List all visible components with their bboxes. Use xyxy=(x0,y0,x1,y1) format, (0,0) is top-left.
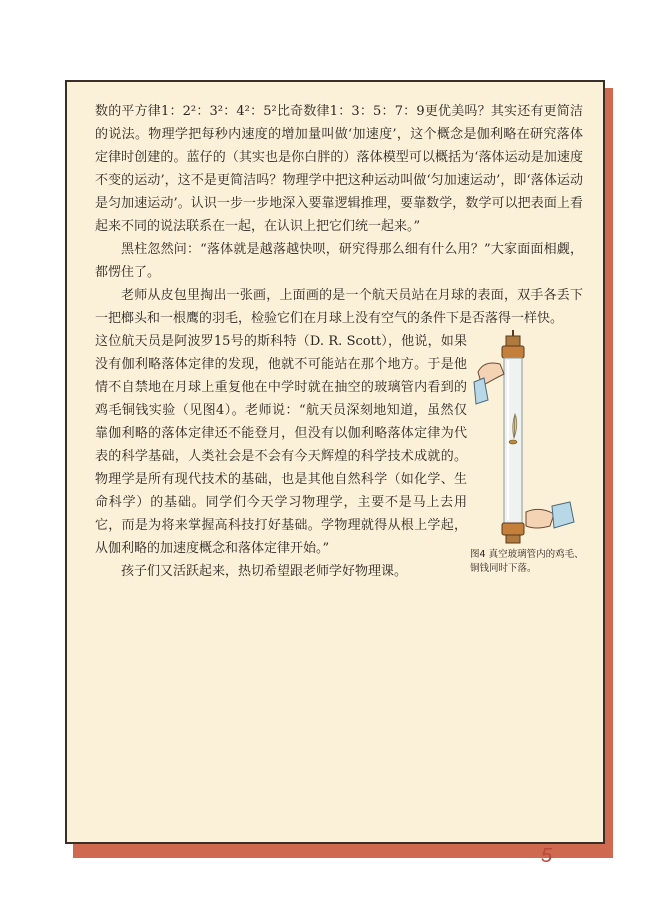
paragraph-1: 数的平方律1：2²：3²：4²：5²比奇数律1：3：5：7：9更优美吗？其实还有更简洁的说法。物理学把每秒内速度的增加量叫做‘加速度’，这个概念是伽利略在研究落体定律时创建的。蓝仔的（其实也是你白胖的）落体模型可以概括为‘落体运动是加速度不变的运动’，这不是更简洁吗？物理学中把这种运动叫做‘匀加速运动’，即‘落体运动是匀加速运动’。认识一步一步地深入要靠逻辑推理，要靠数学，数学可以把表面上看起来不同的说法联系在一起，在认识上把它们统一起来。” xyxy=(95,104,583,234)
paragraph-4: 这位航天员是阿波罗15号的斯科特（D. R. Scott），他说，如果没有伽利略落体定律的发现，他就不可能站在那个地方。于是他情不自禁地在月球上重复他在中学时就在抽空的玻璃管内看到的鸡毛铜钱实验（见图4）。老师说：“航天员深刻地知道，虽然仅靠伽利略的落体定律还不能登月，但没有以伽利略落体定律为代表的科学基础，人类社会是不会有今天辉煌的科学技术成就的。物理学是所有现代技术的基础，也是其他自然科学（如化学、生命科学）的基础。同学们今天学习物理学，主要不是马上去用它，而是为将来掌握高科技打好基础。学物理就得从根上学起，从伽利略的加速度概念和落体定律开始。” xyxy=(95,334,467,556)
vacuum-tube-illustration-icon xyxy=(470,330,588,545)
paragraph-2: 黑柱忽然问：“落体就是越落越快呗，研究得那么细有什么用？”大家面面相觑，都愣住了。 xyxy=(95,242,583,280)
paragraph-3: 老师从皮包里掏出一张画，上面画的是一个航天员站在月球的表面，双手各丢下一把榔头和一根鹰的羽毛，检验它们在月球上没有空气的条件下是否落得一样快。 xyxy=(95,288,583,326)
frame-shadow-bottom xyxy=(73,844,613,858)
figure-caption: 图4 真空玻璃管内的鸡毛、铜钱同时下落。 xyxy=(470,549,584,574)
frame-shadow-right xyxy=(605,88,613,858)
paragraph-5: 孩子们又活跃起来，热切希望跟老师学好物理课。 xyxy=(121,564,408,579)
page-number: 5 xyxy=(541,845,553,867)
